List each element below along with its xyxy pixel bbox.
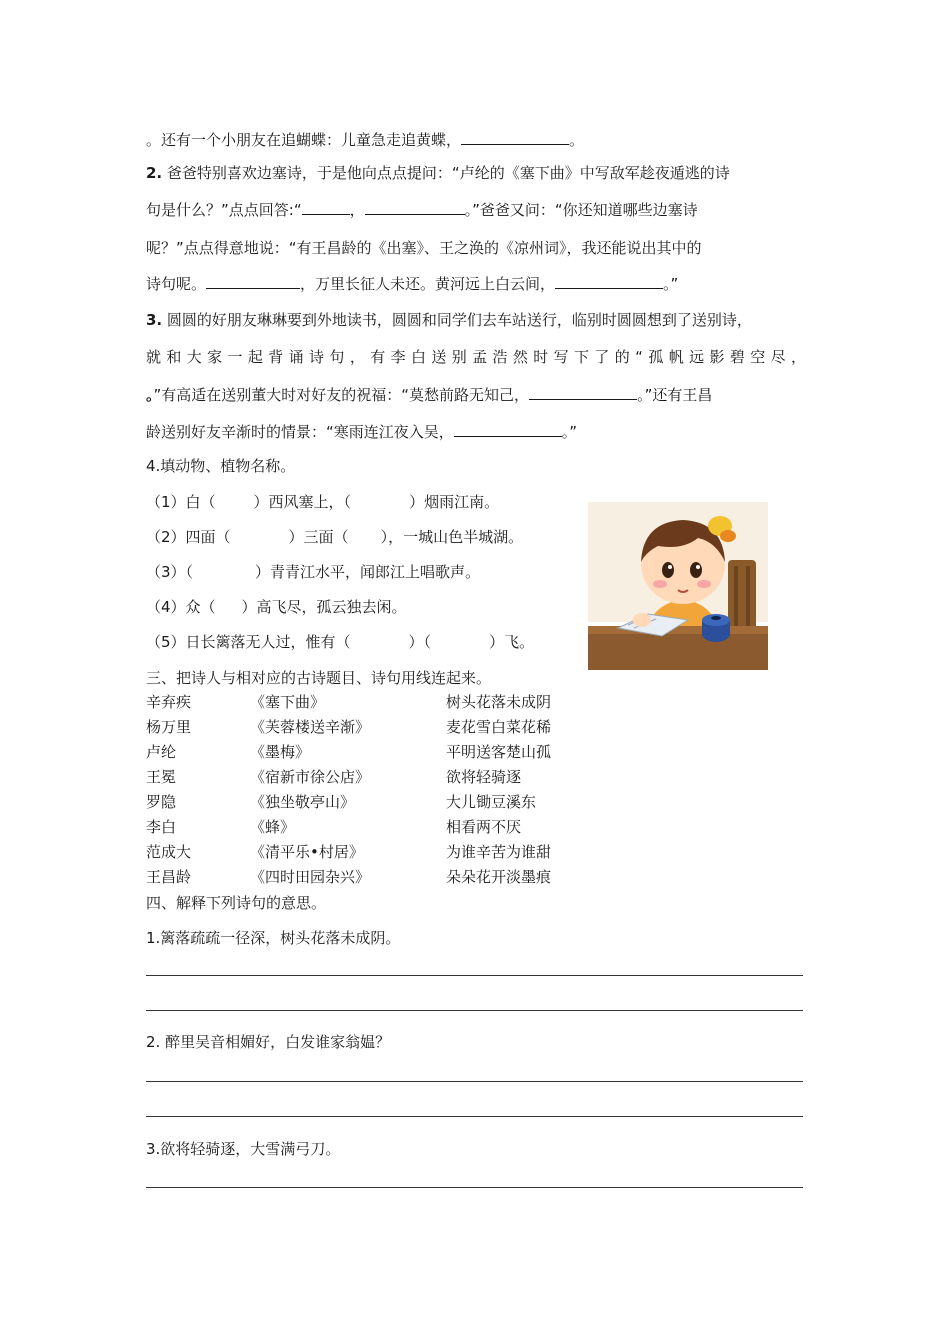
answer-blank[interactable] <box>365 200 465 215</box>
q3-line2: 就和大家一起背诵诗句，有李白送别孟浩然时写下了的“孤帆远影碧空尽， <box>146 348 806 366</box>
answer-blank[interactable] <box>555 274 663 289</box>
q2-text: 爸爸特别喜欢边塞诗，于是他向点点提问：“卢纶的《塞下曲》中写敌军趁夜遁逃的诗 <box>166 164 730 182</box>
q3-text: 。” <box>561 423 578 441</box>
poem-line[interactable]: 朵朵花开淡墨痕 <box>446 868 552 886</box>
q4-text: ）青青江水平，闻郎江上唱歌声。 <box>255 563 481 581</box>
poem-title[interactable]: 《芙蓉楼送辛渐》 <box>250 718 371 736</box>
poet-name[interactable]: 王昌龄 <box>146 868 192 886</box>
explain-q2: 2. 醉里吴音相媚好，白发谁家翁媪？ <box>146 1033 391 1051</box>
q4-text: ）西风塞上，（ <box>253 493 352 511</box>
q3-number: 3. <box>146 311 163 329</box>
match-row <box>0 817 950 839</box>
q3-line1 <box>146 310 752 330</box>
q2-line2 <box>146 200 698 220</box>
poem-title[interactable]: 《清平乐•村居》 <box>250 843 364 861</box>
poem-title[interactable]: 《四时田园杂兴》 <box>250 868 371 886</box>
q4-text: ）飞。 <box>489 633 535 651</box>
poet-name[interactable]: 杨万里 <box>146 718 192 736</box>
q3-text: ”有高适在送别董大时对好友的祝福：“莫愁前路无知己， <box>153 386 530 404</box>
q2-text: 句是什么？”点点回答:“ <box>146 201 302 219</box>
answer-blank[interactable] <box>461 130 569 145</box>
match-row <box>0 842 950 864</box>
match-row <box>0 742 950 764</box>
poem-line[interactable]: 麦花雪白菜花稀 <box>446 718 552 736</box>
q2-text: 。” <box>663 275 679 293</box>
q3-text: 龄送别好友辛渐时的情景：“寒雨连江夜入吴， <box>146 423 454 441</box>
q4-item-2 <box>146 527 523 547</box>
q1-tail-end: 。 <box>569 131 585 149</box>
poem-title[interactable]: 《独坐敬亭山》 <box>250 793 356 811</box>
q4-text: ）高飞尽，孤云独去闲。 <box>241 598 407 616</box>
q4-text: （4）众（ <box>146 598 216 616</box>
answer-blank[interactable] <box>454 422 562 437</box>
answer-line[interactable] <box>146 1081 803 1082</box>
q2-number: 2. <box>146 164 163 182</box>
q4-title: 4.填动物、植物名称。 <box>146 457 296 475</box>
poem-title[interactable]: 《宿新市徐公店》 <box>250 768 371 786</box>
q4-text: ）三面（ <box>288 528 349 546</box>
child-reading-book-icon <box>588 502 768 670</box>
answer-blank[interactable] <box>206 274 300 289</box>
q3-text: 。 <box>146 386 154 404</box>
q1-tail-text: 。还有一个小朋友在追蝴蝶：儿童急走追黄蝶， <box>146 131 462 149</box>
answer-blank[interactable] <box>529 385 637 400</box>
q2-line3: 呢？”点点得意地说：“有王昌龄的《出塞》、王之涣的《凉州词》，我还能说出其中的 <box>146 239 702 257</box>
q1-tail-line <box>146 130 584 150</box>
q4-item-4 <box>146 597 407 617</box>
match-row <box>0 867 950 889</box>
answer-blank[interactable] <box>302 200 350 215</box>
poem-line[interactable]: 树头花落未成阴 <box>446 693 552 711</box>
poet-name[interactable]: 辛弃疾 <box>146 693 192 711</box>
section4-title: 四、解释下列诗句的意思。 <box>146 894 327 912</box>
match-row <box>0 717 950 739</box>
q2-line1 <box>146 163 730 183</box>
q3-line3 <box>146 385 712 405</box>
section3-title: 三、把诗人与相对应的古诗题目、诗句用线连起来。 <box>146 669 492 687</box>
q4-text: （2）四面（ <box>146 528 231 546</box>
match-row <box>0 692 950 714</box>
q2-text: ， <box>349 201 365 219</box>
match-row <box>0 767 950 789</box>
q2-text: 。”爸爸又问：“你还知道哪些边塞诗 <box>464 201 698 219</box>
q4-item-3 <box>146 562 480 582</box>
poem-title[interactable]: 《蜂》 <box>250 818 296 836</box>
poet-name[interactable]: 罗隐 <box>146 793 177 811</box>
match-row <box>0 792 950 814</box>
explain-q3: 3.欲将轻骑逐，大雪满弓刀。 <box>146 1140 341 1158</box>
q2-line4 <box>146 274 678 294</box>
q4-item-5 <box>146 632 534 652</box>
q2-text: ，万里长征人未还。黄河远上白云间， <box>300 275 556 293</box>
q4-text: （5）日长篱落无人过，惟有（ <box>146 633 351 651</box>
answer-line[interactable] <box>146 975 803 976</box>
poem-line[interactable]: 大儿锄豆溪东 <box>446 793 537 811</box>
q4-text: ），一城山色半城湖。 <box>380 528 524 546</box>
answer-line[interactable] <box>146 1187 803 1188</box>
poem-line[interactable]: 欲将轻骑逐 <box>446 768 522 786</box>
explain-q1: 1.篱落疏疏一径深，树头花落未成阴。 <box>146 929 401 947</box>
q4-text: （3）（ <box>146 563 194 581</box>
q2-text: 诗句呢。 <box>146 275 207 293</box>
q3-text: 圆圆的好朋友琳琳要到外地读书，圆圆和同学们去车站送行，临别时圆圆想到了送别诗， <box>166 311 752 329</box>
q4-text: ）（ <box>408 633 432 651</box>
poem-title[interactable]: 《墨梅》 <box>250 743 311 761</box>
poem-line[interactable]: 相看两不厌 <box>446 818 522 836</box>
q4-item-1 <box>146 492 499 512</box>
poet-name[interactable]: 范成大 <box>146 843 192 861</box>
q3-text: 。”还有王昌 <box>637 386 713 404</box>
q4-text: ）烟雨江南。 <box>409 493 500 511</box>
poet-name[interactable]: 王冕 <box>146 768 177 786</box>
poem-title[interactable]: 《塞下曲》 <box>250 693 326 711</box>
poet-name[interactable]: 卢纶 <box>146 743 177 761</box>
poem-line[interactable]: 平明送客楚山孤 <box>446 743 552 761</box>
poem-line[interactable]: 为谁辛苦为谁甜 <box>446 843 552 861</box>
answer-line[interactable] <box>146 1010 803 1011</box>
q4-text: （1）白（ <box>146 493 216 511</box>
q3-line4 <box>146 422 577 442</box>
answer-line[interactable] <box>146 1116 803 1117</box>
poet-name[interactable]: 李白 <box>146 818 177 836</box>
